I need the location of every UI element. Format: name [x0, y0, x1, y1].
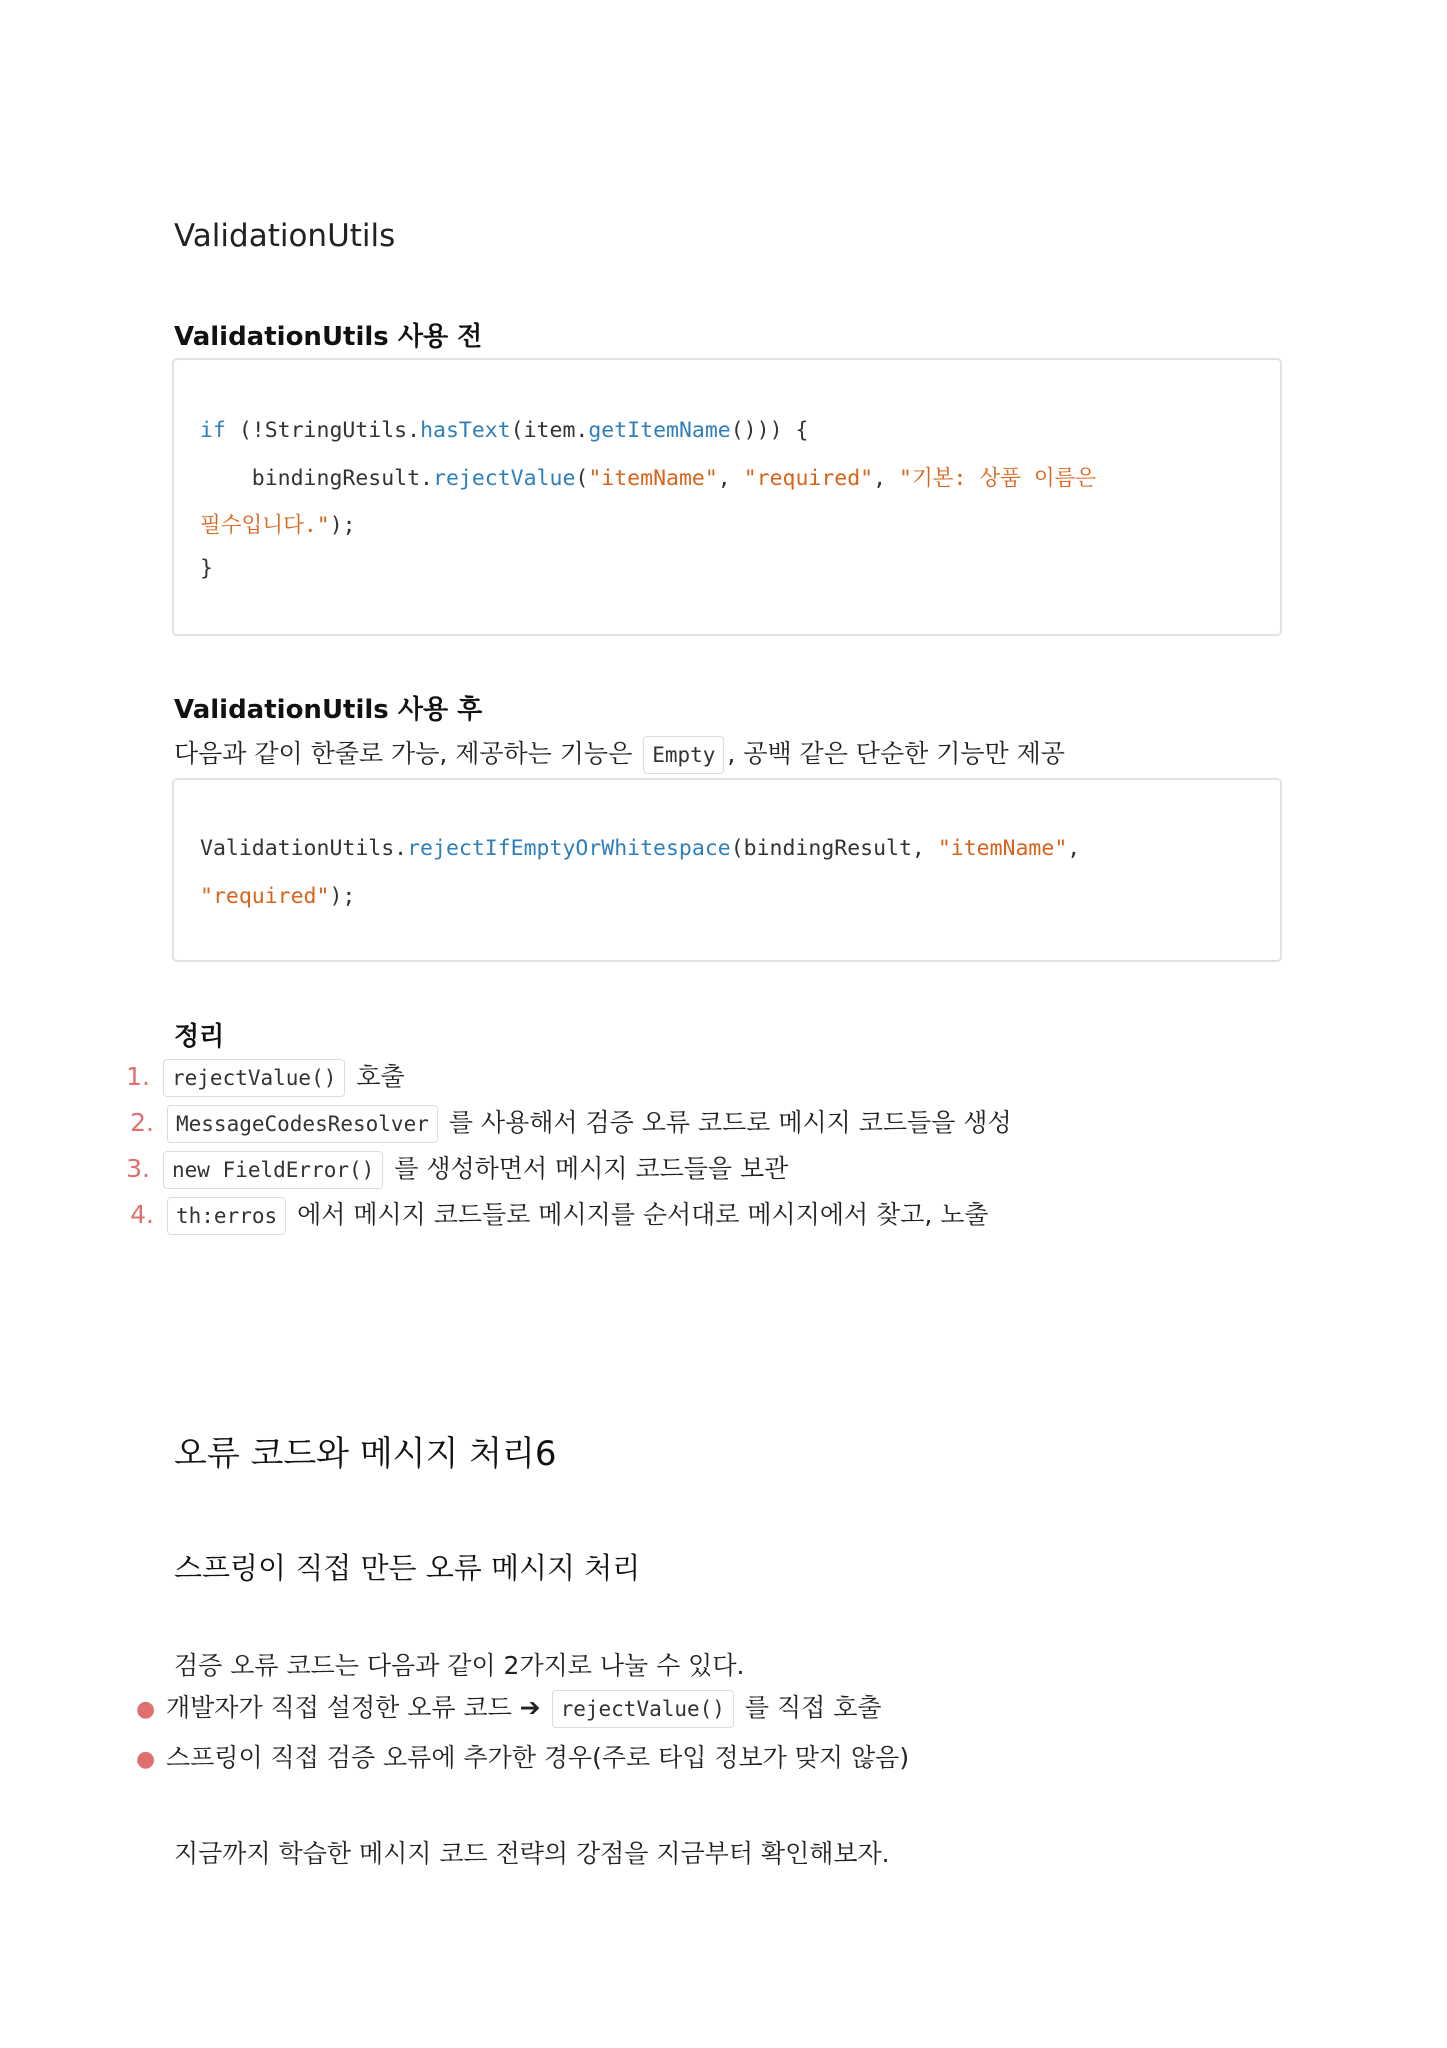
code-line: if (!StringUtils.hasText(item.getItemName())) { — [200, 418, 809, 443]
bullet-item: ● 개발자가 직접 설정한 오류 코드 ➔ rejectValue() 를 직접 호출 — [136, 1688, 882, 1728]
summary-item: 3. new FieldError() 를 생성하면서 메시지 코드들을 보관 — [112, 1149, 788, 1189]
inline-code: rejectValue() — [552, 1690, 734, 1728]
closing-text: 지금까지 학습한 메시지 코드 전략의 강점을 지금부터 확인해보자. — [174, 1839, 890, 1868]
bullet-icon: ● — [136, 1747, 156, 1772]
section-title: ValidationUtils — [174, 218, 396, 254]
bullet-item: ● 스프링이 직접 검증 오류에 추가한 경우(주로 타입 정보가 맞지 않음) — [136, 1743, 910, 1772]
code-line: "required"); — [200, 884, 356, 909]
code-line: } — [200, 556, 213, 581]
summary-heading: 정리 — [174, 1022, 225, 1052]
after-description: 다음과 같이 한줄로 가능, 제공하는 기능은 Empty , 공백 같은 단순한 기능만 제공 — [174, 734, 1065, 774]
bullet-icon: ● — [136, 1697, 156, 1722]
summary-item: 1. rejectValue() 호출 — [112, 1057, 405, 1097]
summary-item: 2. MessageCodesResolver 를 사용해서 검증 오류 코드로 메시지 코드들을 생성 — [116, 1103, 1012, 1143]
chapter-intro: 검증 오류 코드는 다음과 같이 2가지로 나눌 수 있다. — [174, 1651, 745, 1680]
inline-code: rejectValue() — [163, 1059, 345, 1097]
code-line: ValidationUtils.rejectIfEmptyOrWhitespace(bindingResult, "itemName", — [200, 836, 1081, 861]
after-heading: ValidationUtils 사용 후 — [174, 695, 483, 725]
chapter-title: 오류 코드와 메시지 처리6 — [174, 1434, 557, 1474]
inline-code: MessageCodesResolver — [167, 1105, 438, 1143]
inline-code: th:erros — [167, 1197, 286, 1235]
before-heading: ValidationUtils 사용 전 — [174, 322, 483, 352]
code-block-before — [172, 358, 1282, 636]
code-block-after — [172, 778, 1282, 962]
chapter-subtitle: 스프링이 직접 만든 오류 메시지 처리 — [174, 1551, 641, 1585]
inline-code: Empty — [643, 736, 724, 774]
summary-item: 4. th:erros 에서 메시지 코드들로 메시지를 순서대로 메시지에서 찾고, 노출 — [116, 1195, 989, 1235]
code-line: bindingResult.rejectValue("itemName", "required", "기본: 상품 이름은 — [200, 466, 1097, 491]
inline-code: new FieldError() — [163, 1151, 383, 1189]
code-line: 필수입니다."); — [200, 513, 356, 538]
